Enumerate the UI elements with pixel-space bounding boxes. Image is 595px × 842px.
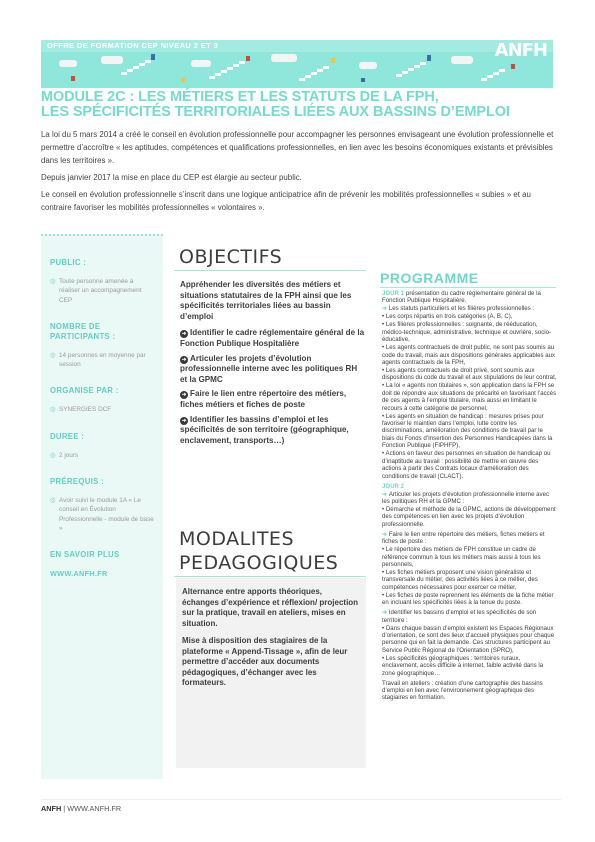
day-1-item: • Les filières professionnelles : soignante, de rééducation, médico-technique, administrative, technique et ouvrière, socio-éducative, [382, 321, 552, 344]
bullet-icon: ◎ [50, 497, 56, 505]
participants-text: ◎ 14 personnes en moyenne par session [50, 351, 146, 369]
duration-block [50, 432, 154, 460]
day-2-item: • Les fiches métiers proposent une vision généraliste et transversale du métier, des activités liées à ce métier, des compétences nécessaires pour exercer ce métier, [382, 568, 538, 591]
intro-paragraph-3: Le conseil en évolution professionnelle s’inscrit dans une logique anticipatrice afin de prévenir les mobilités professionnelles « subies » et au contraire favoriser les mobilités professionnelles « volontaires ». [41, 190, 531, 212]
objective-item: ➜ Identifier les bassins d’emploi et les spécificités de son territoire (géographique, enclavement, transports…) [180, 414, 349, 445]
day-1-intro: JOUR 1 présentation du cadre réglementaire général de la Fonction Publique Hospitalière. [382, 290, 541, 305]
more-info-block [50, 550, 154, 579]
day-2-item: • Les fiches de poste reprennent les éléments de la fiche métier en incluant les spécificités liées à la tenue du poste. [382, 591, 554, 607]
page-footer [41, 799, 561, 813]
participants-block [50, 322, 154, 370]
day-1-item: • Les agents en situation de handicap : mesures prises pour favoriser le maintien dans l’emploi, lutte contre les discriminations, amélioration des conditions de travail par le biais du Fonds d’Insertion des Personnes Handicapées dans la Fonction Publique (FIPHFP), [382, 412, 553, 450]
organiser-text: ◎ SYNERGIES DCF [50, 406, 112, 414]
organiser-heading: ORGANISE PAR : [50, 386, 119, 396]
page-title [41, 90, 561, 120]
day-1-item: • Les agents contractuels de droit public, ne sont pas soumis au code du travail, mais aux dispositions générales applicables aux agents contractuels de la FPH, [382, 344, 556, 367]
public-text: ◎ Toute personne amenée à réaliser un accompagnement CEP [50, 278, 142, 304]
day-2-section-title: ➜ Identifier les bassins d’emploi et les spécificités de son territoire : [382, 609, 537, 624]
day-1-item: • Les agents contractuels de droit privé, sont soumis aux dispositions du code du travail et aux stipulations de leur contrat, [382, 367, 557, 382]
offer-tag-label: OFFRE DE FORMATION CEP NIVEAU 2 ET 3 [47, 41, 219, 50]
day-1-item: • La loi « agents non titulaires », son application dans la FPH se doit de répondre aux situations de précarité en favorisant l’accès de ces agents à l’emploi titulaire, mais aussi en limitant le recours à cette catégorie de personnel, [382, 382, 557, 412]
day-1-statuts: ➜ Les statuts particuliers et les filières professionnelles : [382, 305, 535, 313]
programme-heading: PROGRAMME [380, 270, 479, 286]
modalities-paragraph-1: Alternance entre apports théoriques, échanges d’expérience et réflexion/ projection sur la pratique, travail en ateliers, mises en situation. [182, 587, 359, 628]
header-banner [41, 40, 553, 88]
title-line-1: MODULE 2C : LES MÉTIERS ET LES STATUTS DE LA FPH, [41, 89, 439, 105]
more-info-heading: EN SAVOIR PLUS [50, 550, 120, 560]
public-block [50, 258, 154, 305]
objectives-divider [174, 270, 366, 271]
day-1-item: • Actions en faveur des personnes en situation de handicap ou d’inaptitude au travail : possibilité de mettre en œuvre des actions à partir des Contrats locaux d’amélioration des conditions de travail (CLACT). [382, 450, 551, 480]
title-line-2: LES SPÉCIFICITÉS TERRITORIALES LIÉES AUX BASSINS D’EMPLOI [41, 104, 510, 120]
duration-heading: DUREE : [50, 431, 85, 441]
day-2-section-title: ➜ Articuler les projets d’évolution professionnelle interne avec les politiques RH et la GPMC : [382, 490, 550, 505]
arrow-icon: ➜ [181, 356, 187, 363]
more-info-link[interactable]: WWW.ANFH.FR [50, 569, 108, 579]
day-2-item: • Démarche et méthode de la GPMC, actions de développement des compétences en lien avec les projets d’évolution professionnelle. [382, 505, 556, 528]
programme-divider [380, 287, 556, 288]
objective-item: ➜ Articuler les projets d’évolution professionnelle interne avec les politiques RH et la GPMC [180, 353, 358, 384]
objective-item: ➜ Identifier le cadre réglementaire général de la Fonction Publique Hospitalière [180, 328, 365, 348]
modalities-divider [174, 576, 366, 577]
objectives-lead: Appréhender les diversités des métiers et situations statutaires de la FPH ainsi que les spécificités territoriales liées au bassin d’emploi [180, 280, 352, 321]
bullet-icon: ◎ [50, 351, 56, 359]
participants-heading: NOMBRE DE PARTICIPANTS : [50, 321, 116, 341]
footer-url[interactable]: WWW.ANFH.FR [67, 804, 122, 813]
day-2-item: • Dans chaque bassin d’emploi existent les Espaces Régionaux d’orientation, ce sont des lieux d’accueil physiques pour chaque personne qui en fait la demande. Ces structures participent au Service Public Régional de l’Orientation (SPRO), [382, 624, 555, 654]
organiser-block [50, 386, 154, 414]
bullet-icon: ◎ [50, 406, 56, 414]
intro-paragraph-2: Depuis janvier 2017 la mise en place du CEP est élargie au secteur public. [41, 172, 302, 182]
public-heading: PUBLIC : [50, 258, 87, 267]
objectives-content [180, 280, 366, 450]
objective-item: ➜ Faire le lien entre répertoire des métiers, fiches métiers et fiches de poste [180, 389, 347, 409]
day-1-item: • Les corps répartis en trois catégories (A, B, C), [382, 313, 513, 321]
prerequisites-text: ◎ Avoir suivi le module 1A « Le conseil en Évolution Professionnelle - module de base » [50, 497, 154, 532]
info-sidebar [41, 234, 163, 779]
day-2-item: • Les spécificités géographiques : territoires ruraux, enclavement, accès difficile à internet, faible activité dans la zone géographique… [382, 654, 544, 677]
intro-text [41, 129, 559, 219]
modalities-paragraph-2: Mise à disposition des stagiaires de la plateforme « Append-Tissage », afin de leur permettre d’accéder aux documents pédagogiques, d’échanger avec les formateurs. [182, 636, 348, 687]
arrow-icon: ➜ [181, 331, 187, 338]
offer-tag [41, 40, 553, 52]
prerequisites-block [50, 477, 154, 533]
arrow-icon: ➜ [181, 417, 187, 424]
day-2-section-title: ➜ Faire le lien entre répertoire des métiers, fiches métiers et fiches de poste : [382, 530, 545, 546]
day-2-label: JOUR 2 [382, 482, 405, 490]
modalities-box [176, 578, 366, 768]
bullet-icon: ◎ [50, 278, 56, 285]
day-2-workshop: Travail en ateliers : création d’une cartographie des bassins d’emploi en lien avec l’environnement géographique des stagiaires en formation. [382, 679, 543, 702]
footer-separator: | [61, 804, 68, 813]
prerequisites-heading: PRÉREQUIS : [50, 477, 104, 487]
duration-text: ◎ 2 jours [50, 451, 79, 459]
modalities-heading: MODALITES PEDAGOGIQUES [179, 528, 339, 574]
anfh-logo: ANFH [494, 40, 547, 61]
day-2-item: • Le répertoire des métiers de FPH constitue un cadre de référence commun à tous les métiers mais aussi à tous les personnels, [382, 546, 541, 568]
objectives-heading: OBJECTIFS [179, 246, 283, 268]
bullet-icon: ◎ [50, 451, 56, 459]
footer-brand: ANFH [41, 804, 62, 813]
intro-paragraph-1: La loi du 5 mars 2014 a créé le conseil en évolution professionnelle pour accompagner les personnes envisageant une évolution professionnelle et permettre d’accroître « les aptitudes, compétences et qualifications professionnelles, en lien avec les besoins économiques existants et prévisibles dans les territoires ». [41, 130, 554, 165]
arrow-icon: ➜ [181, 392, 187, 399]
programme-content [382, 290, 557, 702]
